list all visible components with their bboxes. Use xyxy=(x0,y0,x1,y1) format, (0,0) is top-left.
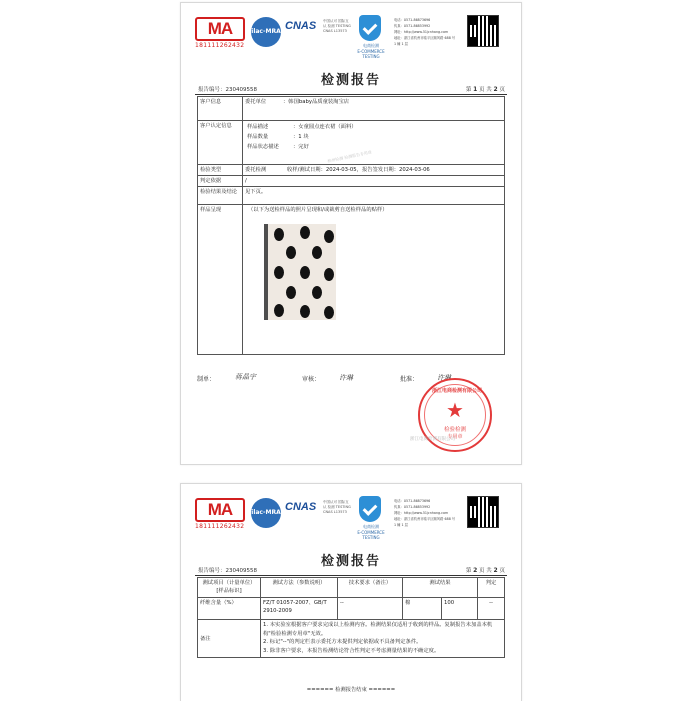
watermark-text: 杭州检测 检测报告专用章 xyxy=(326,149,373,164)
photo-caption: （以下为送检样品的照片呈现和/或裁剪自送检样品的贴样） xyxy=(248,207,388,213)
shield-label xyxy=(351,43,391,59)
contact-line: 传真：0571-86853992 xyxy=(394,24,431,28)
sample-details xyxy=(243,121,505,165)
seal-star-icon: ★ xyxy=(446,398,464,422)
contact-line: 1 幢 1 层 xyxy=(394,523,408,527)
notes-label: 备注 xyxy=(198,620,261,658)
sample-qty-key: 样品数量 xyxy=(247,134,269,140)
cell-item: 纤维含量（%） xyxy=(198,598,261,620)
col-header-method: 测试方法（参数说明） xyxy=(261,578,338,598)
review-signature: 许琳 xyxy=(339,374,353,382)
report-page-1 xyxy=(180,2,522,465)
cell-requirement: -- xyxy=(338,598,403,620)
polka-dot xyxy=(274,266,284,279)
seal-bottom-text: 浙江电商检测有限公司 xyxy=(410,437,455,442)
cell-value: 100 xyxy=(442,598,478,620)
cnas-logo: CNAS xyxy=(285,20,317,32)
judge-basis-label: 判定依据 xyxy=(198,176,243,187)
cma-mark: MA xyxy=(195,17,245,41)
maker-label: 制单： xyxy=(197,376,216,383)
entrust-label: 委托单位 xyxy=(243,97,282,121)
contact-info xyxy=(394,17,464,47)
shield-label-cn: 电商检测 xyxy=(363,524,379,529)
page-suffix: 页 xyxy=(499,568,505,574)
note-item: 3. 除非客户要求，本报告检测结论符合性判定不考虑测量结果的不确定度。 xyxy=(263,647,440,654)
report-end-marker: ====== 检测报告结束 ====== xyxy=(306,687,396,693)
report-number: 报告编号：230409558 xyxy=(198,87,257,93)
header-divider xyxy=(195,94,507,95)
cnas-logo: CNAS xyxy=(285,501,317,513)
cell-fiber: 棉 xyxy=(403,598,442,620)
polka-dot xyxy=(274,228,284,241)
entrust-value: ：韩国baby品质童装淘宝店 xyxy=(281,97,505,121)
shield-label xyxy=(351,524,391,540)
polka-dot xyxy=(324,230,334,243)
contact-line: 网址：http://www.51jcnhang.com xyxy=(394,511,449,515)
shield-label-en: E-COMMERCE TESTING xyxy=(357,530,385,540)
test-type-value: 委托检测 xyxy=(243,165,282,176)
sample-info-label: 客户认定信息 xyxy=(198,121,243,165)
report-header xyxy=(181,3,521,63)
contact-info xyxy=(394,498,464,528)
test-type-label: 检验类型 xyxy=(198,165,243,176)
report-header xyxy=(181,484,521,544)
page-total: 2 xyxy=(493,86,498,93)
contact-line: 1 幢 1 层 xyxy=(394,42,408,46)
report-title: 检测报告 xyxy=(320,554,381,569)
cma-number: 181111262432 xyxy=(195,523,245,530)
polka-dot xyxy=(300,266,310,279)
contact-line: 电话：0571-86873696 xyxy=(394,499,431,503)
col-header-result: 测试结果 xyxy=(403,578,478,598)
seal-line-1: 检验检测 xyxy=(443,427,466,433)
cnas-text: 中国认可 国际互认 检测 TESTING CNAS L13573 xyxy=(323,500,351,514)
cma-number: 181111262432 xyxy=(195,42,245,49)
result-label: 检验结果及结论 xyxy=(198,187,243,205)
sample-details-list xyxy=(245,122,375,152)
contact-line: 地址：浙江省杭州市临平区顺风路 688 号 xyxy=(394,517,456,521)
ilac-mra-logo: ilac-MRA xyxy=(251,498,281,528)
shield-check-icon xyxy=(359,15,381,41)
contact-line: 电话：0571-86873696 xyxy=(394,18,431,22)
report-title: 检测报告 xyxy=(320,73,381,88)
polka-dot xyxy=(312,246,322,259)
qr-code-icon[interactable] xyxy=(467,496,499,528)
review-label: 审核： xyxy=(302,376,321,383)
cell-judgement: -- xyxy=(478,598,505,620)
note-item: 1. 本实验室根据客户要求完成以上检测内容。检测结果仅适用于收到的样品。复制报告未加盖本机构"检验检测专用章"无效。 xyxy=(263,622,493,637)
polka-dot xyxy=(274,304,284,317)
report-number: 报告编号：230409558 xyxy=(198,568,257,574)
test-results-table xyxy=(197,577,505,658)
contact-line: 网址：http://www.51jcnhang.com xyxy=(394,30,449,34)
polka-dot xyxy=(300,305,310,318)
seal-line-2: 专用章 xyxy=(447,434,463,440)
cell-method: FZ/T 01057-2007、GB/T 2910-2009 xyxy=(261,598,338,620)
page-prefix: 第 xyxy=(465,87,472,93)
sample-state-key: 样品状态描述 xyxy=(247,144,279,150)
col-header-requirement: 技术要求（备注） xyxy=(338,578,403,598)
qr-code-icon[interactable] xyxy=(467,15,499,47)
test-dates: 收样/测试日期：2024-03-05，报告签发日期：2024-03-06 xyxy=(281,165,505,176)
polka-dot xyxy=(300,226,310,239)
polka-dot xyxy=(286,286,296,299)
sample-desc-key: 样品描述 xyxy=(247,124,269,130)
page-number: 1 xyxy=(473,86,478,93)
approve-label: 批准： xyxy=(400,376,419,383)
shield-label-en: E-COMMERCE TESTING xyxy=(357,49,385,59)
sample-state-value: ：完好 xyxy=(293,144,309,150)
polka-dot xyxy=(324,306,334,319)
cma-logo xyxy=(195,498,247,530)
page-total: 2 xyxy=(493,567,498,574)
page-indicator xyxy=(466,85,505,93)
polka-dot xyxy=(324,268,334,281)
ilac-mra-logo: ilac-MRA xyxy=(251,17,281,47)
polka-dot xyxy=(312,286,322,299)
sample-fabric-photo xyxy=(264,224,336,320)
cma-logo xyxy=(195,17,247,49)
header-divider xyxy=(195,575,507,576)
notes-list xyxy=(261,620,505,658)
sample-desc-value: ：女童圆点连衣裙（面料） xyxy=(293,124,357,130)
page-mid: 页 共 xyxy=(479,87,492,93)
table-row xyxy=(198,598,505,620)
cma-mark: MA xyxy=(195,498,245,522)
note-item: 2. 标记"--"的判定栏表示委托方未提供判定依据或不具备判定条件。 xyxy=(263,639,422,645)
col-header-item: 测试项目（计量单位）[样品标识] xyxy=(198,578,261,598)
page-indicator xyxy=(466,566,505,574)
page-mid: 页 共 xyxy=(479,568,492,574)
maker-signature: 蒋晶宇 xyxy=(235,373,256,381)
photo-edge xyxy=(264,224,268,320)
report-page-2 xyxy=(180,483,522,701)
polka-dot xyxy=(286,246,296,259)
page-number: 2 xyxy=(473,567,478,574)
sample-photo-cell xyxy=(243,205,505,355)
page-prefix: 第 xyxy=(465,568,472,574)
sample-info-table xyxy=(197,96,505,355)
approve-signature: 许琳 xyxy=(437,374,451,382)
judge-basis-value: / xyxy=(243,176,505,187)
sample-photo-label: 样品呈现 xyxy=(198,205,243,355)
seal-company-name: 浙江电商检测有限公司 xyxy=(431,388,482,394)
contact-line: 地址：浙江省杭州市临平区顺风路 688 号 xyxy=(394,36,456,40)
shield-check-icon xyxy=(359,496,381,522)
client-info-label: 客户信息 xyxy=(198,97,243,121)
cnas-text: 中国认可 国际互认 检测 TESTING CNAS L13573 xyxy=(323,19,351,33)
col-header-judgement: 判定 xyxy=(478,578,505,598)
result-value: 见下页。 xyxy=(243,187,505,205)
shield-label-cn: 电商检测 xyxy=(363,43,379,48)
page-suffix: 页 xyxy=(499,87,505,93)
contact-line: 传真：0571-86853992 xyxy=(394,505,431,509)
sample-qty-value: ：1 块 xyxy=(293,134,309,140)
